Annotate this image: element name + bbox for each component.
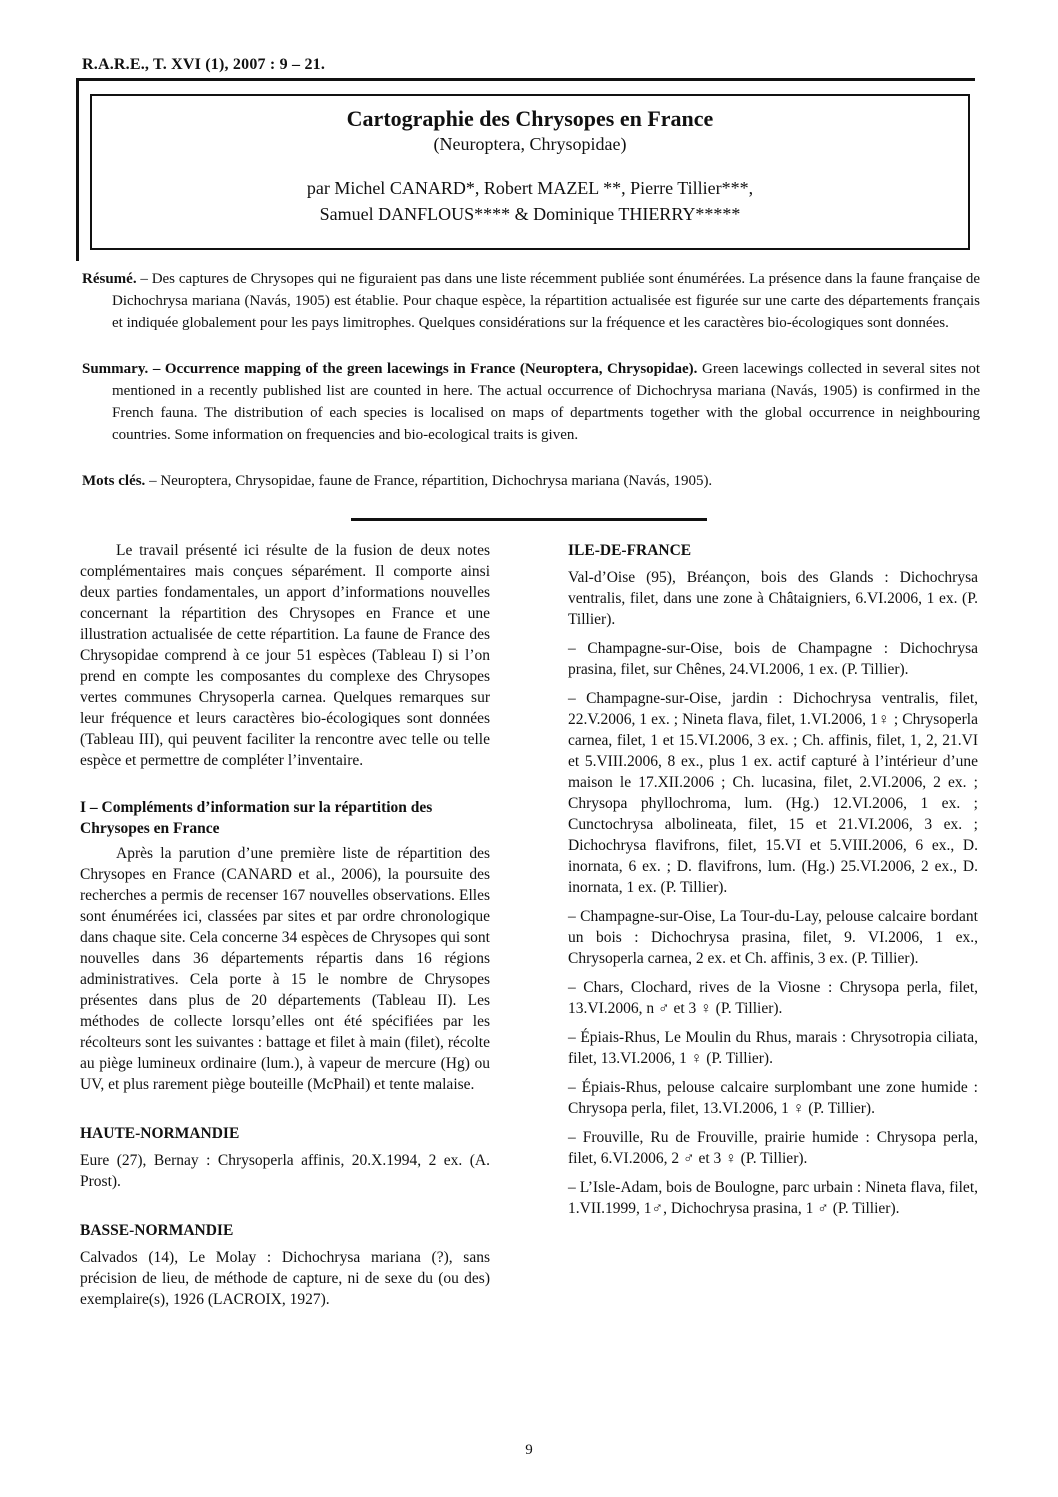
- right-column: [568, 540, 978, 1227]
- region-haute-normandie: HAUTE-NORMANDIE: [80, 1125, 240, 1142]
- section-1-title: I – Compléments d’information sur la répartition des Chrysopes en France: [80, 799, 433, 837]
- entry: Val-d’Oise (95), Bréançon, bois des Glands : Dichochrysa ventralis, filet, dans une zone à Châtaigniers, 6.VI.2006, 1 ex. (P. Tillier).: [568, 569, 978, 628]
- page-number: 9: [525, 1442, 533, 1458]
- title-box: [90, 94, 970, 250]
- entry: – L’Isle-Adam, bois de Boulogne, parc urbain : Nineta flava, filet, 1.VII.1999, 1♂, Dichochrysa prasina, 1 ♂ (P. Tillier).: [568, 1179, 978, 1217]
- authors: [92, 175, 968, 227]
- keywords-text: – Neuroptera, Chrysopidae, faune de France, répartition, Dichochrysa mariana (Navás, 1905).: [149, 473, 713, 489]
- entry: – Champagne-sur-Oise, jardin : Dichochrysa ventralis, filet, 22.V.2006, 1 ex. ; Nineta flava, filet, 1.VI.2006, 1♀ ; Chrysoperla carnea, filet, 1 et 15.VI.2006, 3 ex. ; Ch. affinis, filet, 1, 2, 21.VI et 5.VIII.2006, 8 ex., plus 1 ex. actif capturé à l’intérieur d’une maison le 17.XII.2006 ; Ch. lucasina, filet, 2.VI.2006, 2 ex. ; Chrysopa phyllochroma, lum. (Hg.) 12.VI.2006, 1 ex. ; Cunctochrysa albolineata, filet, 15 et 21.VI.2006, 3 ex. ; Dichochrysa flavifrons, filet, 15.VI et 5.VIII.2006, 6 ex., D. inornata, 6 ex. ; D. flavifrons, lum. (Hg.) 25.VI.2006, 2 ex., D. inornata, 1 ex. (P. Tillier).: [568, 690, 978, 896]
- keywords: [82, 470, 980, 492]
- summary-text: Green lacewings collected in several sites not mentioned in a recently published list are counted in here. The actual occurrence of Dichochrysa mariana (Navás, 1905) is confirmed in the French fauna. The distribution of each species is localised on maps of departments together with the global occurrence in neighbouring countries. Some information on frequencies and bio-ecological traits is given.: [112, 361, 981, 443]
- resume-label: Résumé.: [82, 271, 137, 287]
- entry: – Chars, Clochard, rives de la Viosne : Chrysopa perla, filet, 13.VI.2006, n ♂ et 3 ♀ (P. Tillier).: [568, 979, 978, 1017]
- entry: – Épiais-Rhus, Le Moulin du Rhus, marais : Chrysotropia ciliata, filet, 13.VI.2006, 1 ♀ (P. Tillier).: [568, 1029, 978, 1067]
- intro-paragraph: Le travail présenté ici résulte de la fusion de deux notes complémentaires mais conçues séparément. Il comporte ainsi deux parties fondamentales, un apport d’informations nouvelles concernant la répartition des Chrysopes en France et une illustration actualisée de cette répartition. La faune de France des Chrysopidae comprend à ce jour 51 espèces (Tableau I) si l’on prend en compte les composantes du complexe des Chrysopes vertes communes Chrysoperla carnea. Quelques remarques sur leur fréquence et leurs caractères bio-écologiques sont données (Tableau III), qui peuvent faciliter la rencontre avec telle ou telle espèce et permettre de compléter l’inventaire.: [80, 542, 490, 769]
- keywords-label: Mots clés.: [82, 473, 146, 489]
- region-ile-de-france: ILE-DE-FRANCE: [568, 542, 692, 559]
- paper-subtitle: (Neuroptera, Chrysopidae): [433, 134, 627, 154]
- authors-line-1: par Michel CANARD*, Robert MAZEL **, Pierre Tillier***,: [306, 178, 754, 198]
- region-basse-normandie-entry: Calvados (14), Le Molay : Dichochrysa mariana (?), sans précision de lieu, de méthode de capture, ni de sexe du (ou des) exemplaire(s), 1926 (LACROIX, 1927).: [80, 1249, 490, 1308]
- left-column: [80, 540, 490, 1318]
- section-1-paragraph: Après la parution d’une première liste de répartition des Chrysopes en France (CANARD et al., 2006), la poursuite des recherches a permis de recenser 167 nouvelles observations. Elles sont énumérées ici, classées par sites et par ordre chronologique dans chaque site. Cela concerne 34 espèces de Chrysopes qui sont nouvelles dans 36 départements répartis dans 16 régions administratives. Cela porte à 15 le nombre de Chrysopes présentes dans plus de 20 départements (Tableau II). Les méthodes de collecte lorsqu’elles ont été spécifiées par les récolteurs sont les suivantes : battage et filet à main (filet), récolte au piège lumineux ordinaire (lum.), à vapeur de mercure (Hg) ou UV, et plus rarement piège bouteille (McPhail) et tente malaise.: [80, 845, 490, 1093]
- entry: – Champagne-sur-Oise, bois de Champagne : Dichochrysa prasina, filet, sur Chênes, 24.VI.2006, 1 ex. (P. Tillier).: [568, 640, 978, 678]
- summary-label: Summary.: [82, 361, 149, 377]
- resume-text: – Des captures de Chrysopes qui ne figuraient pas dans une liste récemment publiée sont énumérées. La présence dans la faune française de Dichochrysa mariana (Navás, 1905) est établie. Pour chaque espèce, la répartition actualisée est figurée sur une carte des départements français et indiquée globalement pour les pays limitrophes. Quelques considérations sur la fréquence et les caractères bio-écologiques sont données.: [112, 271, 981, 331]
- summary-title: – Occurrence mapping of the green lacewings in France (Neuroptera, Chrysopidae).: [152, 361, 698, 377]
- entry: – Champagne-sur-Oise, La Tour-du-Lay, pelouse calcaire bordant un bois : Dichochrysa prasina, filet, 9. VI.2006, 1 ex., Chrysoperla carnea, 2 ex. et Ch. affinis, 3 ex. (P. Tillier).: [568, 908, 978, 967]
- authors-line-2: Samuel DANFLOUS**** & Dominique THIERRY*****: [319, 204, 741, 224]
- resume: [82, 268, 980, 334]
- entry: – Épiais-Rhus, pelouse calcaire surplombant une zone humide : Chrysopa perla, filet, 13.VI.2006, 1 ♀ (P. Tillier).: [568, 1079, 978, 1117]
- region-basse-normandie: BASSE-NORMANDIE: [80, 1222, 234, 1239]
- journal-reference: R.A.R.E., T. XVI (1), 2007 : 9 – 21.: [82, 56, 326, 73]
- section-divider: [351, 518, 707, 521]
- summary: [82, 358, 980, 446]
- paper-title: Cartographie des Chrysopes en France: [346, 106, 714, 131]
- region-haute-normandie-entry: Eure (27), Bernay : Chrysoperla affinis, 20.X.1994, 2 ex. (A. Prost).: [80, 1152, 490, 1190]
- entry: – Frouville, Ru de Frouville, prairie humide : Chrysopa perla, filet, 6.VI.2006, 2 ♂ et 3 ♀ (P. Tillier).: [568, 1129, 978, 1167]
